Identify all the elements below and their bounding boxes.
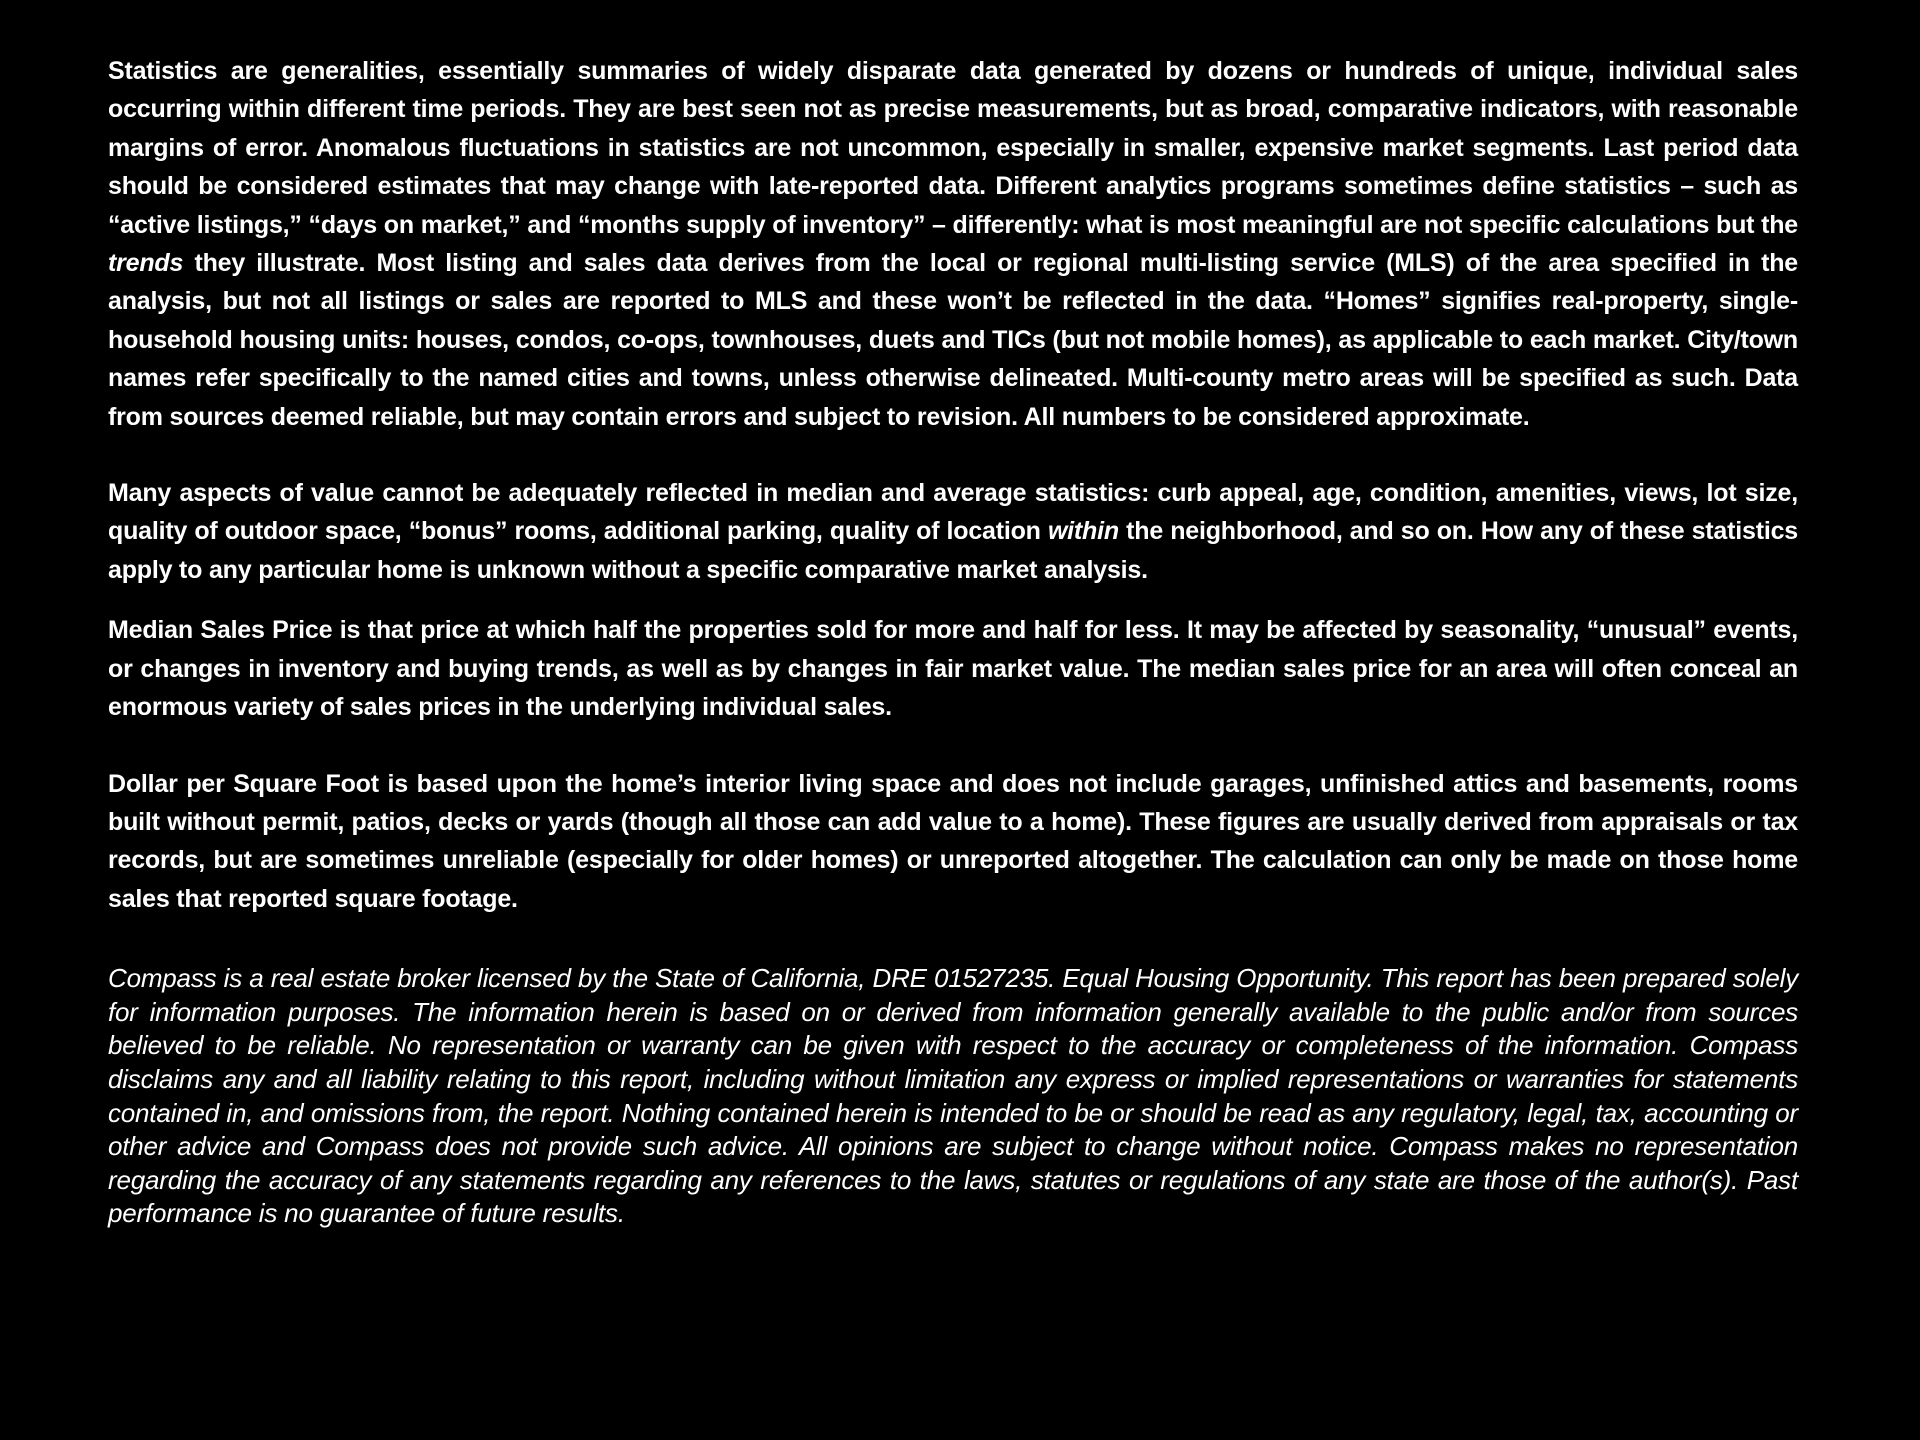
dollar-per-square-foot-paragraph: Dollar per Square Foot is based upon the home’s interior living space and does not include garages, unfinished attics and basements, rooms built without permit, patios, decks or yards (though all those can add value to a home). These figures are usually derived from appraisals or tax records, but are sometimes unreliable (especially for older homes) or unreported altogether. The calculation can only be made on those home sales that reported square footage. (108, 769, 1798, 913)
statistics-emphasis: trends (108, 249, 184, 278)
value-aspects-emphasis: within (1047, 517, 1119, 546)
legal-disclaimer: Compass is a real estate broker licensed by the State of California, DRE 01527235. Equal Housing Opportunity. This report has been prepared solely for information purposes. The information herein is based on or derived from information generally available to the public and/or from sources believed to be reliable. No representation or warranty can be given with respect to the accuracy or completeness of the information. Compass disclaims any and all liability relating to this report, including without limitation any express or implied representations or warranties for statements contained in, and omissions from, the report. Nothing contained herein is intended to be or should be read as any regulatory, legal, tax, accounting or other advice and Compass does not provide such advice. All opinions are subject to change without notice. Compass makes no representation regarding the accuracy of any statements regarding any references to the laws, statutes or regulations of any state are those of the author(s). Past performance is no guarantee of future results. (108, 963, 1798, 1229)
value-aspects-text-end: the neighborhood, and so on. How any of these statistics apply to any particular home is unknown without a specific comparative market analysis. (108, 517, 1798, 584)
statistics-text-start: Statistics are generalities, essentially summaries of widely disparate data generated by dozens or hundreds of unique, individual sales occurring within different time periods. They are best seen not as precise measurements, but as broad, comparative indicators, with reasonable margins of error. Anomalous fluctuations in statistics are not uncommon, especially in smaller, expensive market segments. Last period data should be considered estimates that may change with late-reported data. Different analytics programs sometimes define statistics – such as “active listings,” “days on market,” and “months supply of inventory” – differently: what is most meaningful are not specific calculations but the (108, 57, 1798, 239)
statistics-paragraph (108, 52, 1798, 436)
value-aspects-text-start: Many aspects of value cannot be adequately reflected in median and average statistics: curb appeal, age, condition, amenities, views, lot size, quality of outdoor space, “bonus” rooms, additional parking, quality of location (108, 479, 1798, 546)
statistics-text-end: they illustrate. Most listing and sales data derives from the local or regional multi-listing service (MLS) of the area specified in the analysis, but not all listings or sales are reported to MLS and these won’t be reflected in the data. “Homes” signifies real-property, single-household housing units: houses, condos, co-ops, townhouses, duets and TICs (but not mobile homes), as applicable to each market. City/town names refer specifically to the named cities and towns, unless otherwise delineated. Multi-county metro areas will be specified as such. Data from sources deemed reliable, but may contain errors and subject to revision. All numbers to be considered approximate. (108, 249, 1798, 431)
document-body (108, 52, 1798, 1231)
median-sales-price-paragraph: Median Sales Price is that price at which half the properties sold for more and half for less. It may be affected by seasonality, “unusual” events, or changes in inventory and buying trends, as well as by changes in fair market value. The median sales price for an area will often conceal an enormous variety of sales prices in the underlying individual sales. (108, 616, 1798, 722)
value-aspects-paragraph (108, 474, 1798, 589)
